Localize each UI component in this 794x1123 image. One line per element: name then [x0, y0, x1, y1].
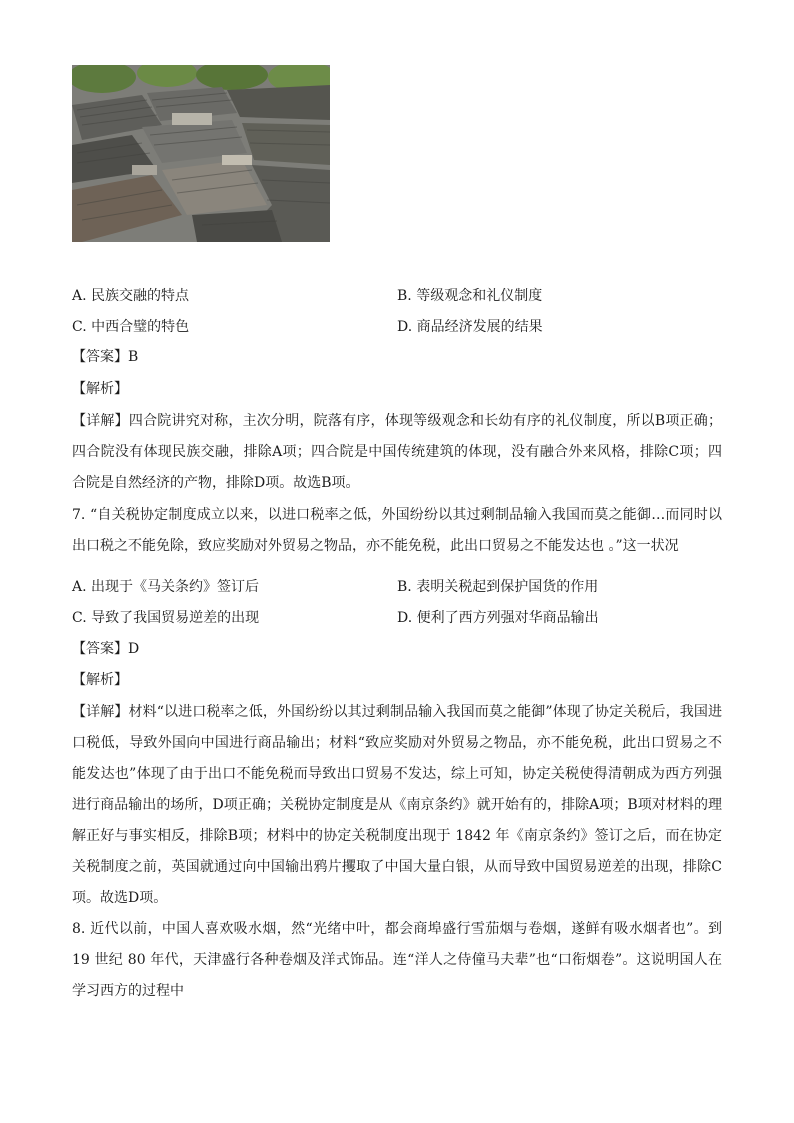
q7-detail-text: 【详解】材料“以进口税率之低，外国纷纷以其过剩制品输入我国而莫之能御”体现了协定关税后，我国进口税低，导致外国向中国进行商品输出；材料“致应奖励对外贸易之物品，亦不能免税，此出口贸易之不能发达也”体现了由于出口不能免税而导致出口贸易不发达，综上可知，协定关税使得清朝成为西方列强进行商品输出的场所，D项正确；关税协定制度是从《南京条约》就开始有的，排除A项；B项对材料的理解正好与事实相反，排除B项；材料中的协定关税制度出现于 1842 年《南京条约》签订之后，而在协定关税制度之前，英国就通过向中国输出鸦片攫取了中国大量白银，从而导致中国贸易逆差的出现，排除C项。故选D项。	[72, 704, 722, 906]
q7-answer: 【答案】D	[72, 641, 140, 657]
q6-detail	[72, 406, 722, 499]
q6-option-c: C. 中西合璧的特色	[72, 319, 190, 335]
q6-option-b: B. 等级观念和礼仪制度	[397, 288, 543, 304]
q7-option-d: D. 便利了西方列强对华商品输出	[397, 610, 599, 626]
q7-stem-text: 7. “自关税协定制度成立以来，以进口税率之低，外国纷纷以其过剩制品输入我国而莫之能御…而同时以出口税之不能免除，致应奖励对外贸易之物品，亦不能免税，此出口贸易之不能发达也 。”这一状况	[72, 507, 722, 554]
q7-detail	[72, 697, 722, 914]
siheyuan-courtyard-photo	[72, 65, 330, 242]
q7-option-c: C. 导致了我国贸易逆差的出现	[72, 610, 260, 626]
q7-stem	[72, 500, 722, 562]
q6-option-d: D. 商品经济发展的结果	[397, 319, 543, 335]
courtyard-photo-illustration	[72, 65, 330, 242]
q8-stem	[72, 914, 722, 1007]
q8-stem-text: 8. 近代以前，中国人喜欢吸水烟，然“光绪中叶，都会商埠盛行雪茄烟与卷烟，遂鲜有吸水烟者也”。到 19 世纪 80 年代，天津盛行各种卷烟及洋式饰品。连“洋人之侍僮马夫辈”也“口衔烟卷”。这说明国人在学习西方的过程中	[72, 921, 722, 999]
q7-analysis-heading: 【解析】	[72, 672, 128, 688]
q6-analysis-heading: 【解析】	[72, 381, 128, 397]
q6-option-a: A. 民族交融的特点	[72, 288, 190, 304]
q6-answer: 【答案】B	[72, 349, 139, 365]
q6-detail-text: 【详解】四合院讲究对称，主次分明，院落有序，体现等级观念和长幼有序的礼仪制度，所以B项正确；四合院没有体现民族交融，排除A项；四合院是中国传统建筑的体现，没有融合外来风格，排除C项；四合院是自然经济的产物，排除D项。故选B项。	[72, 413, 722, 491]
q7-option-b: B. 表明关税起到保护国货的作用	[397, 579, 599, 595]
q7-option-a: A. 出现于《马关条约》签订后	[72, 579, 260, 595]
